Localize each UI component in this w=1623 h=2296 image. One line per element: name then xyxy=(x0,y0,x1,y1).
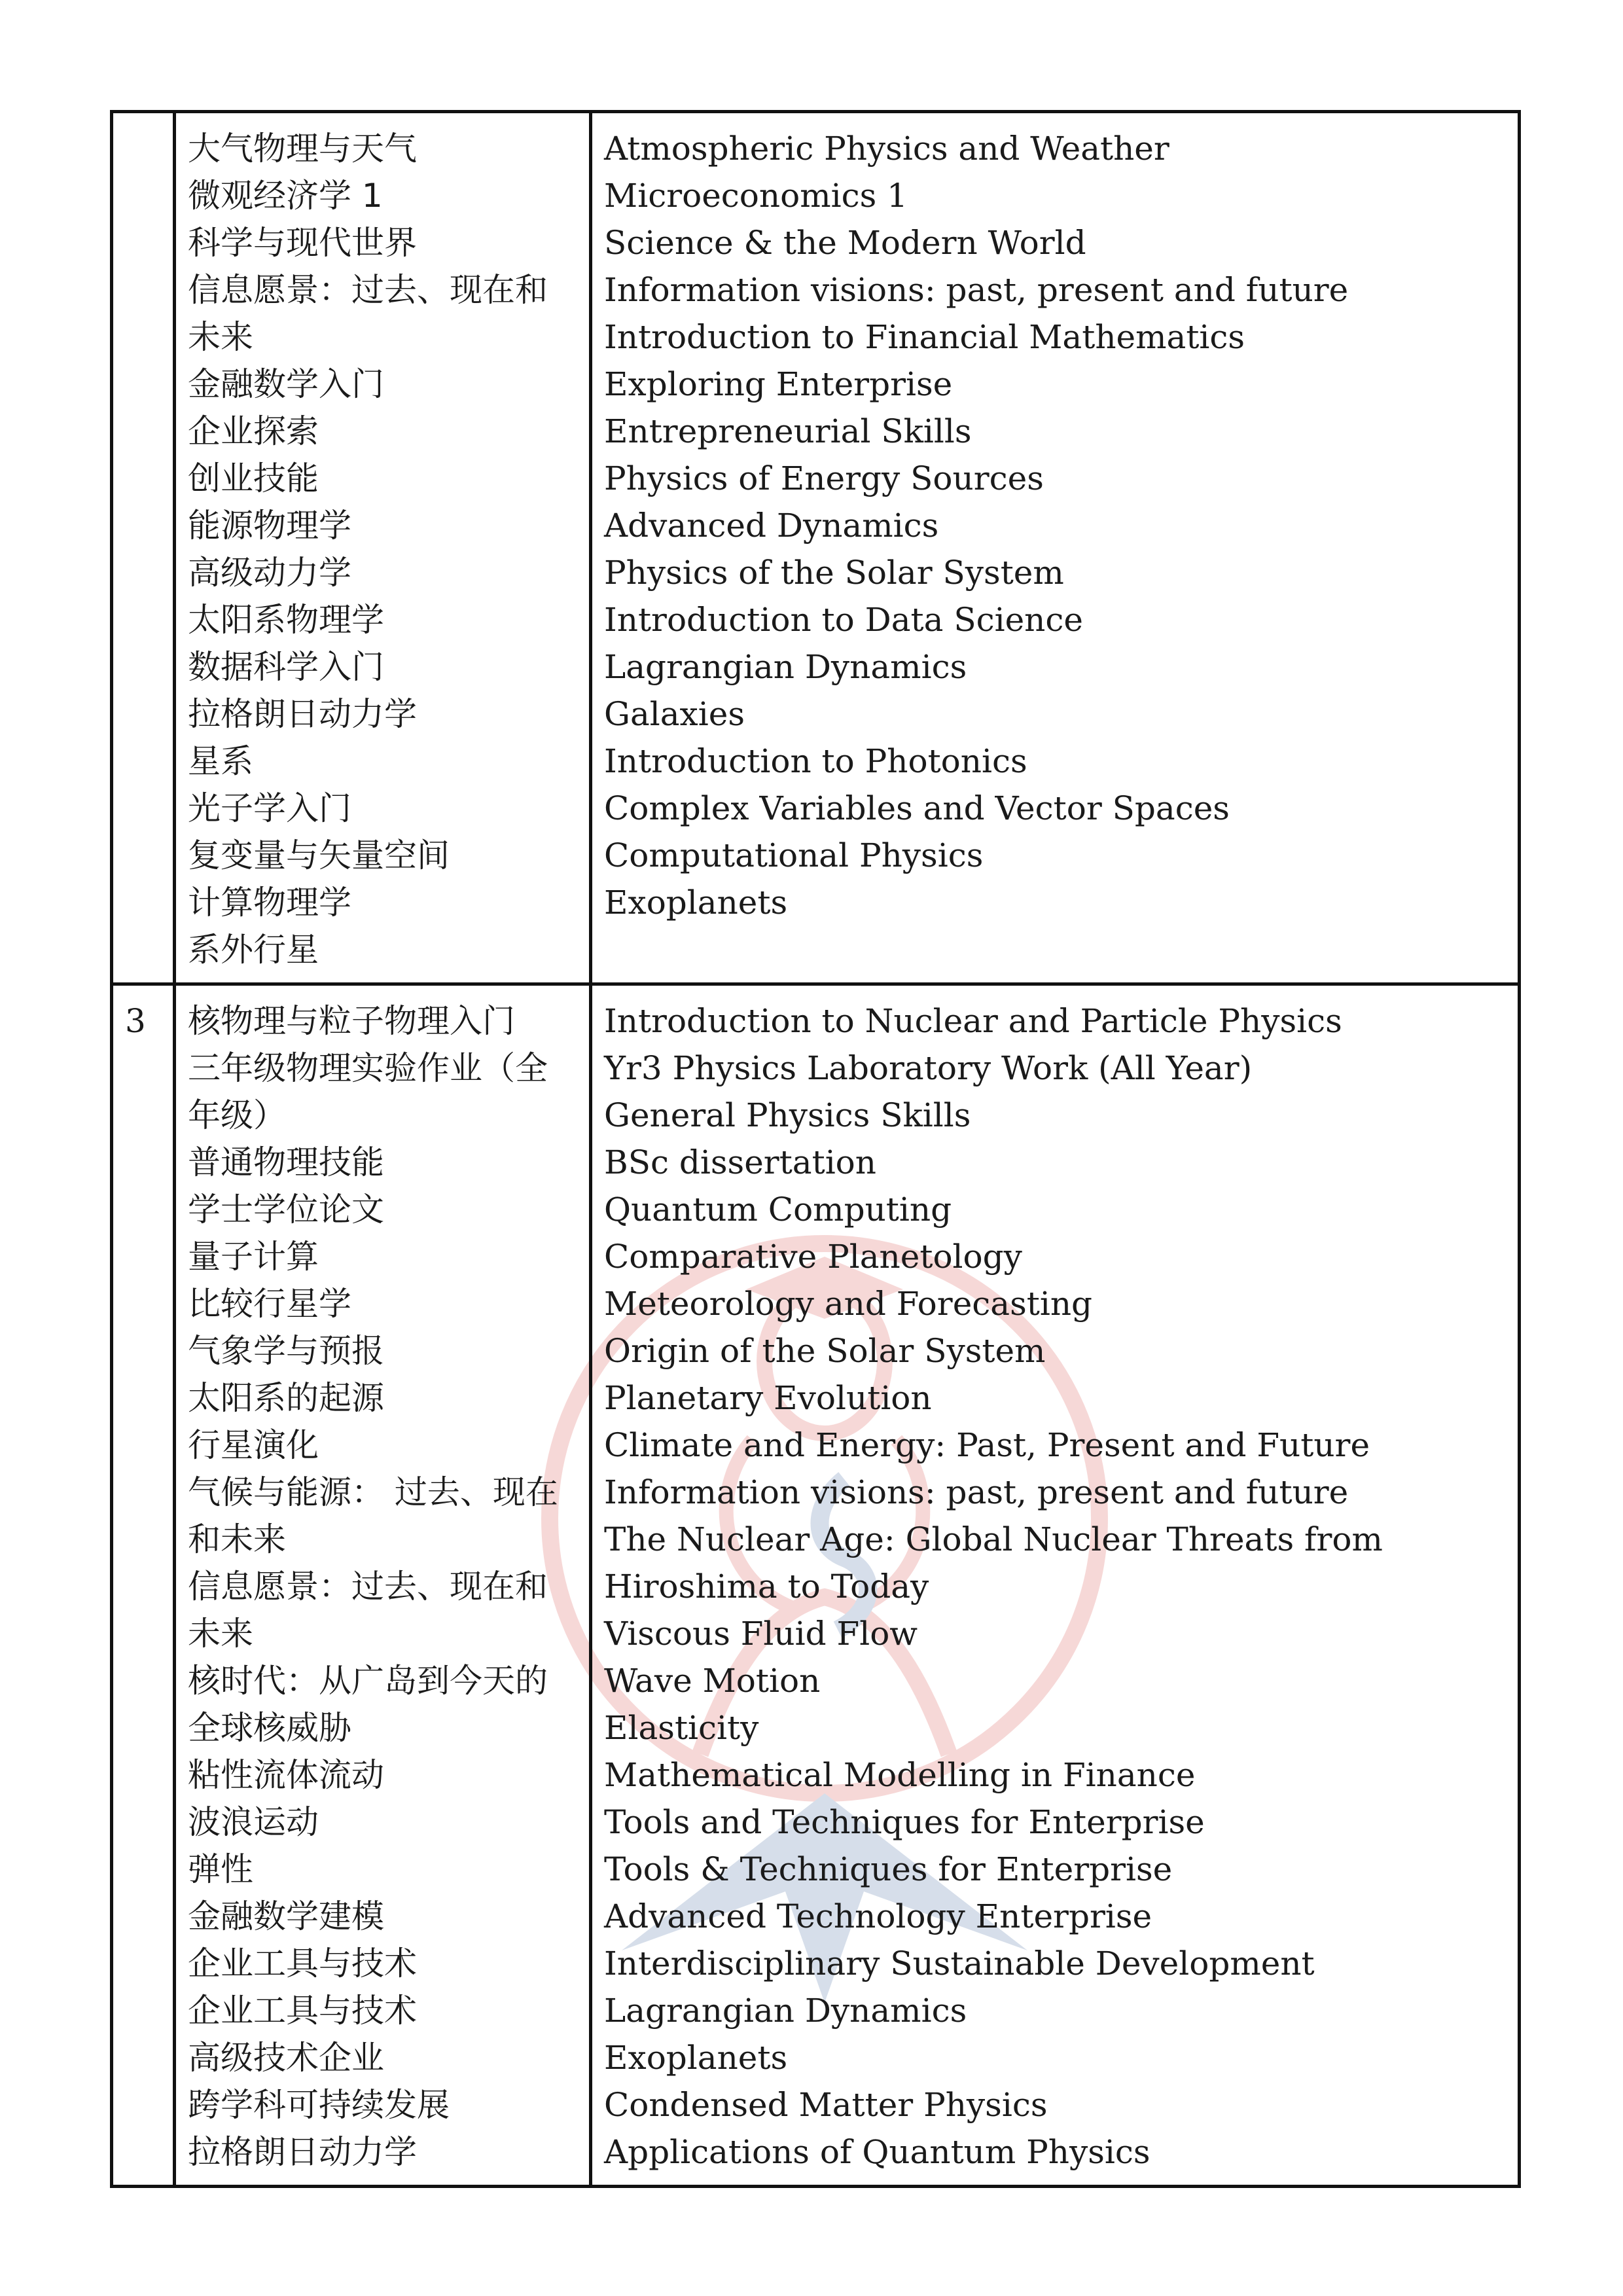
course-name-cn: 系外行星 xyxy=(188,931,319,969)
course-name-cn: 气候与能源： 过去、现在和未来 xyxy=(188,1473,558,1558)
course-name-en: Introduction to Financial Mathematics xyxy=(604,318,1245,356)
course-name-en: Quantum Computing xyxy=(604,1191,952,1229)
year-cell: 3 xyxy=(112,984,175,2187)
course-name-en: Wave Motion xyxy=(604,1662,821,1700)
course-name-en: Information visions: past, present and future xyxy=(604,1473,1349,1511)
course-name-en: Complex Variables and Vector Spaces xyxy=(604,789,1230,827)
course-name-cn: 创业技能 xyxy=(188,459,319,497)
course-name-cn: 金融数学建模 xyxy=(188,1897,384,1935)
course-name-en: Lagrangian Dynamics xyxy=(604,1992,967,2030)
course-name-en: Tools & Techniques for Enterprise xyxy=(604,1850,1173,1888)
course-name-cn: 普通物理技能 xyxy=(188,1143,384,1181)
course-name-en: Computational Physics xyxy=(604,836,984,874)
course-name-en: Climate and Energy: Past, Present and Future xyxy=(604,1426,1370,1464)
english-course-list xyxy=(591,112,1520,984)
course-name-en: Viscous Fluid Flow xyxy=(604,1615,918,1653)
chinese-course-list xyxy=(175,984,591,2187)
course-name-cn: 太阳系的起源 xyxy=(188,1379,384,1417)
course-name-en: Physics of Energy Sources xyxy=(604,459,1044,497)
course-name-cn: 能源物理学 xyxy=(188,507,351,545)
course-name-cn: 复变量与矢量空间 xyxy=(188,836,450,874)
course-name-cn: 气象学与预报 xyxy=(188,1332,384,1370)
course-name-en: Applications of Quantum Physics xyxy=(604,2133,1150,2171)
course-name-en: Lagrangian Dynamics xyxy=(604,648,967,686)
course-name-cn: 高级技术企业 xyxy=(188,2039,384,2077)
course-name-en: Yr3 Physics Laboratory Work (All Year) xyxy=(604,1049,1253,1087)
course-name-en: Atmospheric Physics and Weather xyxy=(604,130,1169,168)
course-name-en: The Nuclear Age: Global Nuclear Threats from xyxy=(604,1520,1383,1558)
course-name-cn: 金融数学入门 xyxy=(188,365,384,403)
course-name-en: Microeconomics 1 xyxy=(604,177,908,215)
course-name-en: BSc dissertation xyxy=(604,1143,876,1181)
course-name-cn: 拉格朗日动力学 xyxy=(188,2133,417,2171)
course-name-en: Introduction to Data Science xyxy=(604,601,1083,639)
course-name-en: Tools and Techniques for Enterprise xyxy=(604,1803,1205,1841)
course-table xyxy=(110,110,1521,2188)
year-cell xyxy=(112,112,175,984)
course-name-en: Hiroshima to Today xyxy=(604,1568,929,1605)
course-name-cn: 三年级物理实验作业（全年级） xyxy=(188,1049,548,1134)
course-name-cn: 核时代：从广岛到今天的全球核威胁 xyxy=(188,1662,548,1747)
course-name-cn: 光子学入门 xyxy=(188,789,351,827)
course-name-en: Introduction to Nuclear and Particle Physics xyxy=(604,1002,1342,1040)
course-name-cn: 量子计算 xyxy=(188,1238,319,1276)
course-name-cn: 拉格朗日动力学 xyxy=(188,695,417,733)
course-name-en: General Physics Skills xyxy=(604,1096,971,1134)
course-name-cn: 太阳系物理学 xyxy=(188,601,384,639)
course-name-en: Advanced Technology Enterprise xyxy=(604,1897,1152,1935)
course-name-cn: 高级动力学 xyxy=(188,554,351,592)
course-name-cn: 核物理与粒子物理入门 xyxy=(188,1002,515,1040)
course-name-cn: 微观经济学 1 xyxy=(188,177,383,215)
table-row xyxy=(112,112,1520,984)
course-name-en: Physics of the Solar System xyxy=(604,554,1064,592)
course-name-cn: 行星演化 xyxy=(188,1426,319,1464)
course-name-en: Galaxies xyxy=(604,695,745,733)
course-name-en: Condensed Matter Physics xyxy=(604,2086,1048,2124)
course-name-en: Exoplanets xyxy=(604,2039,788,2077)
chinese-course-list xyxy=(175,112,591,984)
course-name-en: Planetary Evolution xyxy=(604,1379,932,1417)
course-name-cn: 信息愿景：过去、现在和未来 xyxy=(188,271,548,356)
course-name-en: Elasticity xyxy=(604,1709,759,1747)
course-name-en: Advanced Dynamics xyxy=(604,507,939,545)
course-name-cn: 计算物理学 xyxy=(188,884,351,922)
course-name-cn: 粘性流体流动 xyxy=(188,1756,384,1794)
course-name-cn: 波浪运动 xyxy=(188,1803,319,1841)
course-name-en: Science & the Modern World xyxy=(604,224,1086,262)
course-name-cn: 星系 xyxy=(188,742,253,780)
course-name-cn: 学士学位论文 xyxy=(188,1191,384,1229)
table-body xyxy=(112,112,1520,2187)
course-name-cn: 信息愿景：过去、现在和未来 xyxy=(188,1568,548,1653)
course-name-cn: 比较行星学 xyxy=(188,1285,351,1323)
course-name-cn: 弹性 xyxy=(188,1850,253,1888)
course-name-cn: 跨学科可持续发展 xyxy=(188,2086,450,2124)
course-name-cn: 企业工具与技术 xyxy=(188,1945,417,1982)
course-name-cn: 大气物理与天气 xyxy=(188,130,417,168)
course-name-en: Exploring Enterprise xyxy=(604,365,953,403)
course-name-en: Comparative Planetology xyxy=(604,1238,1022,1276)
english-course-list xyxy=(591,984,1520,2187)
course-name-cn: 数据科学入门 xyxy=(188,648,384,686)
course-name-en: Meteorology and Forecasting xyxy=(604,1285,1093,1323)
table-row xyxy=(112,984,1520,2187)
course-name-en: Mathematical Modelling in Finance xyxy=(604,1756,1196,1794)
course-name-en: Origin of the Solar System xyxy=(604,1332,1046,1370)
course-name-en: Exoplanets xyxy=(604,884,788,922)
course-name-en: Information visions: past, present and future xyxy=(604,271,1349,309)
course-name-cn: 企业探索 xyxy=(188,412,319,450)
course-name-cn: 企业工具与技术 xyxy=(188,1992,417,2030)
course-name-en: Interdisciplinary Sustainable Development xyxy=(604,1945,1315,1982)
course-name-en: Introduction to Photonics xyxy=(604,742,1027,780)
course-name-en: Entrepreneurial Skills xyxy=(604,412,972,450)
course-name-cn: 科学与现代世界 xyxy=(188,224,417,262)
